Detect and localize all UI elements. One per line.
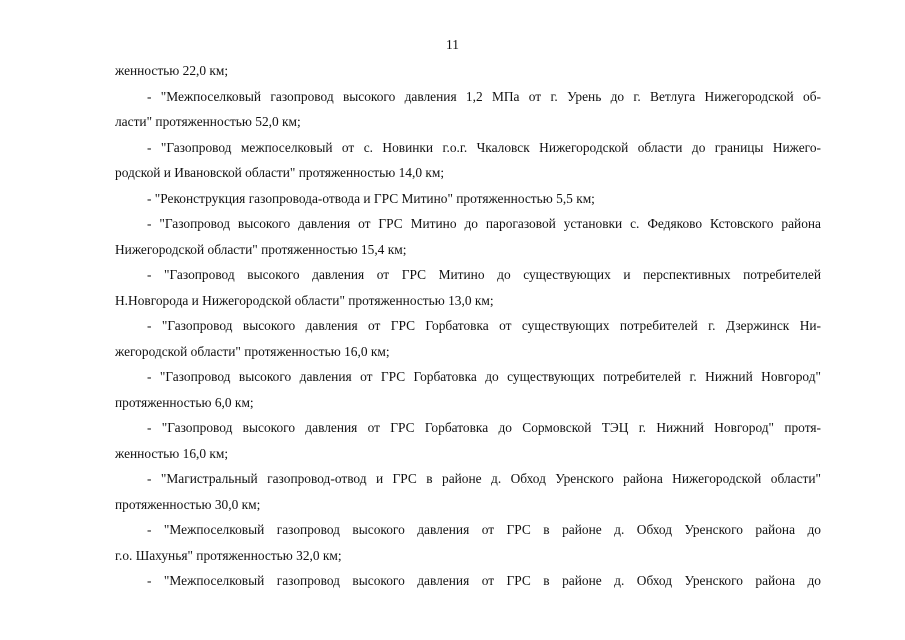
paragraph xyxy=(115,58,821,84)
text-line: - "Магистральный газопровод-отвод и ГРС в районе д. Обход Уренского района Нижегородской области" xyxy=(147,471,821,486)
text-line: - "Газопровод высокого давления от ГРС Горбатовка до существующих потребителей г. Нижний Новгород" xyxy=(147,369,821,384)
paragraph xyxy=(115,313,821,364)
text-line: - "Реконструкция газопровода-отвода и ГРС Митино" протяженностью 5,5 км; xyxy=(147,190,595,206)
paragraph xyxy=(115,186,821,212)
text-line: - "Газопровод высокого давления от ГРС Митино до существующих и перспективных потребителей xyxy=(147,267,821,282)
text-line: женностью 16,0 км; xyxy=(115,445,229,461)
text-line: жегородской области" протяженностью 16,0 км; xyxy=(115,343,390,359)
text-line: ласти" протяженностью 52,0 км; xyxy=(115,114,301,129)
text-line: - "Межпоселковый газопровод высокого давления 1,2 МПа от г. Урень до г. Ветлуга Нижегородской об- xyxy=(147,88,821,104)
page-number: 11 xyxy=(446,37,459,52)
text-line: - "Газопровод высокого давления от ГРС Горбатовка до Сормовской ТЭЦ г. Нижний Новгород" протя- xyxy=(147,420,821,435)
text-line: Нижегородской области" протяженностью 15,4 км; xyxy=(115,241,407,257)
paragraph xyxy=(115,517,821,568)
paragraph xyxy=(115,415,821,466)
paragraph xyxy=(115,364,821,415)
text-line: женностью 22,0 км; xyxy=(115,63,229,78)
paragraph xyxy=(115,262,821,313)
text-line: - "Межпоселковый газопровод высокого давления от ГРС в районе д. Обход Уренского района до xyxy=(147,573,821,588)
paragraph xyxy=(115,211,821,262)
paragraph xyxy=(115,135,821,186)
paragraph xyxy=(115,84,821,135)
text-line: - "Газопровод межпоселковый от с. Новинки г.о.г. Чкаловск Нижегородской области до границы Нижего- xyxy=(147,139,821,155)
document-body xyxy=(115,58,821,594)
text-line: протяженностью 6,0 км; xyxy=(115,394,254,410)
text-line: Н.Новгорода и Нижегородской области" протяженностью 13,0 км; xyxy=(115,292,494,308)
paragraph xyxy=(115,466,821,517)
text-line: - "Межпоселковый газопровод высокого давления от ГРС в районе д. Обход Уренского района до xyxy=(147,522,821,537)
text-line: протяженностью 30,0 км; xyxy=(115,496,261,512)
paragraph xyxy=(115,568,821,594)
text-line: г.о. Шахунья" протяженностью 32,0 км; xyxy=(115,547,342,563)
text-line: - "Газопровод высокого давления от ГРС Горбатовка от существующих потребителей г. Дзержинск Ни- xyxy=(147,318,821,333)
text-line: - "Газопровод высокого давления от ГРС Митино до парогазовой установки с. Федяково Кстовского района xyxy=(147,216,821,231)
text-line: родской и Ивановской области" протяженностью 14,0 км; xyxy=(115,165,445,180)
